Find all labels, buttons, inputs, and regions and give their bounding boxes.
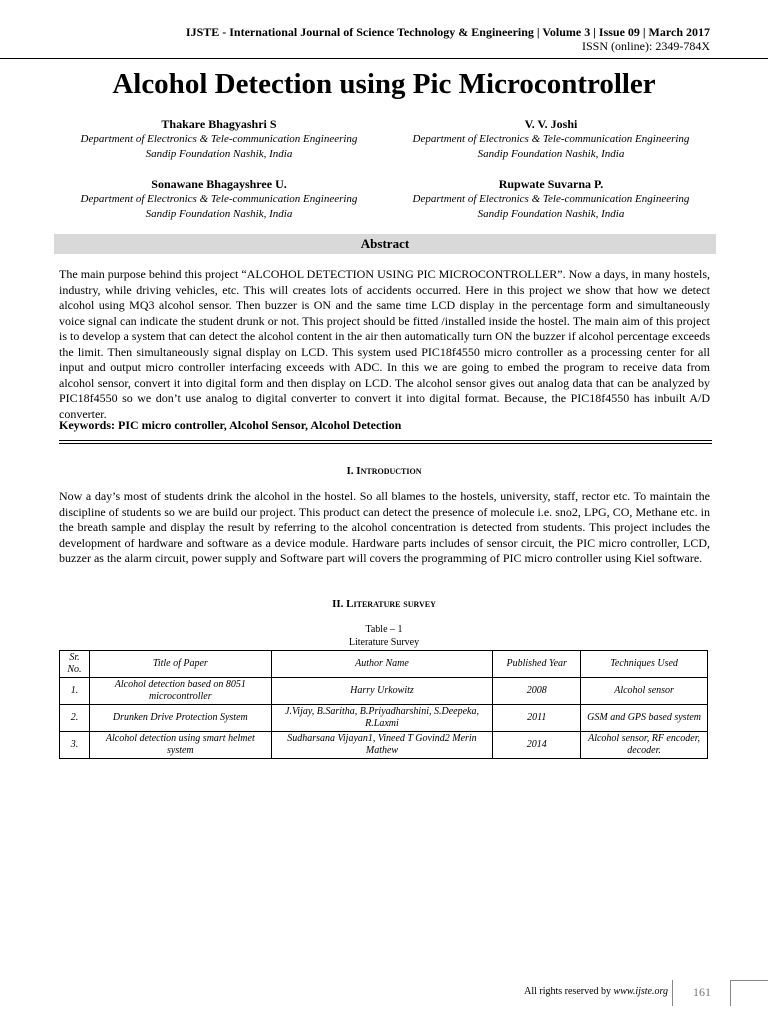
author-name: Rupwate Suvarna P.: [498, 177, 604, 191]
table-cell: 2.: [60, 705, 90, 732]
author-institute: Sandip Foundation Nashik, India: [145, 148, 293, 160]
table-header-cell: Author Name: [271, 651, 493, 678]
table-header-cell: Published Year: [493, 651, 581, 678]
footer-rights-text: All rights reserved by: [524, 986, 614, 997]
table-cell: Sudharsana Vijayan1, Vineed T Govind2 Merin Mathew: [271, 732, 493, 759]
table-cell: Harry Urkowitz: [271, 678, 493, 705]
table-row: [60, 678, 708, 705]
table-label: Table – 1: [365, 624, 403, 635]
table-cell: 2008: [493, 678, 581, 705]
table-header-row: [60, 651, 708, 678]
page-number: 161: [693, 985, 711, 999]
table-caption: Literature Survey: [348, 637, 420, 648]
literature-survey-table: [59, 650, 708, 759]
introduction-text: Now a day’s most of students drink the alcohol in the hostel. So all blames to the hostels, university, staff, rector etc. To maintain the discipline of students so we are build our project. This product can detect the presence of molecule i.e. sno2, LPG, CO, Methane etc. in the breath sample and display the result by referring to the alcohol concentration is detected from students. This project includes the development of hardware and software as a device module. Hardware parts includes of sensor circuit, the PIC micro controller, LCD, buzzer as the alarm circuit, power supply and Software part will covers the programming of PIC micro controller using Kiel software.: [59, 489, 710, 565]
table-header-cell: Sr. No.: [60, 651, 90, 678]
abstract-heading: Abstract: [54, 234, 716, 254]
author-institute: Sandip Foundation Nashik, India: [477, 148, 625, 160]
table-cell: Drunken Drive Protection System: [89, 705, 271, 732]
table-cell: GSM and GPS based system: [581, 705, 708, 732]
table-cell: 3.: [60, 732, 90, 759]
table-cell: Alcohol sensor: [581, 678, 708, 705]
table-cell: 2014: [493, 732, 581, 759]
table-row: [60, 732, 708, 759]
journal-title: IJSTE - International Journal of Science Technology & Engineering | Volume 3 | Issue 09 | March 2017: [185, 25, 710, 39]
table-header-cell: Title of Paper: [89, 651, 271, 678]
author-department: Department of Electronics & Tele-communication Engineering: [80, 133, 358, 145]
abstract-text: The main purpose behind this project “ALCOHOL DETECTION USING PIC MICROCONTROLLER”. Now a days, in many hostels, industry, while driving vehicles, etc. This will creates lots of accidents occurred. Here in this project we show that how we detect alcohol using MQ3 alcohol sensor. Then buzzer is ON and the same time LCD display in the percentage form and simultaneously voice signal can indicate the student drunk or not. This project should be fitted /installed inside the hostel. The main aim of this project is to develop a system that can detect the alcohol content in the air then automatically turn ON the buzzer if alcohol percentage exceeds the limit. Then simultaneously signal display on LCD. This system used PIC18f4550 micro controller as a processing center for all input and output micro controller interfacing exceeds with ADC. In this we are going to embed the program to receive data from alcohol sensor, convert it into digital form and then display on LCD. The alcohol sensor gives out analog data that can be analyzed by PIC18f4550 so we don’t use analog to digital converter to convert it into digital format. Because, the PIC18f4550 has inbuilt A/D converter.: [59, 267, 710, 421]
author-block-1: [54, 116, 384, 162]
author-department: Department of Electronics & Tele-communication Engineering: [412, 133, 690, 145]
table-header-cell: Techniques Used: [581, 651, 708, 678]
keywords: Keywords: PIC micro controller, Alcohol Sensor, Alcohol Detection: [59, 418, 402, 432]
author-institute: Sandip Foundation Nashik, India: [477, 208, 625, 220]
literature-survey-heading: II. Literature survey: [332, 598, 436, 610]
footer-rights: [524, 986, 668, 998]
author-name: V. V. Joshi: [524, 117, 578, 131]
table-cell: Alcohol detection using smart helmet system: [89, 732, 271, 759]
section-divider: [59, 440, 712, 444]
journal-header: [186, 25, 710, 53]
issn-line: ISSN (online): 2349-784X: [582, 39, 710, 53]
header-rule: [0, 58, 768, 59]
table-cell: Alcohol sensor, RF encoder, decoder.: [581, 732, 708, 759]
paper-title: Alcohol Detection using Pic Microcontroller: [112, 68, 656, 100]
table-cell: 2011: [493, 705, 581, 732]
page-tab-border: [730, 980, 768, 981]
introduction-heading: I. Introduction: [346, 465, 422, 477]
table-row: [60, 705, 708, 732]
author-name: Sonawane Bhagayshree U.: [151, 177, 287, 191]
author-institute: Sandip Foundation Nashik, India: [145, 208, 293, 220]
author-department: Department of Electronics & Tele-communication Engineering: [412, 193, 690, 205]
table-cell: 1.: [60, 678, 90, 705]
author-block-2: [386, 116, 716, 162]
table-cell: J.Vijay, B.Saritha, B.Priyadharshini, S.Deepeka, R.Laxmi: [271, 705, 493, 732]
author-department: Department of Electronics & Tele-communication Engineering: [80, 193, 358, 205]
footer-site-link[interactable]: www.ijste.org: [613, 986, 668, 997]
table-cell: Alcohol detection based on 8051 microcontroller: [89, 678, 271, 705]
author-block-3: [54, 176, 384, 222]
author-block-4: [386, 176, 716, 222]
author-name: Thakare Bhagyashri S: [161, 117, 277, 131]
